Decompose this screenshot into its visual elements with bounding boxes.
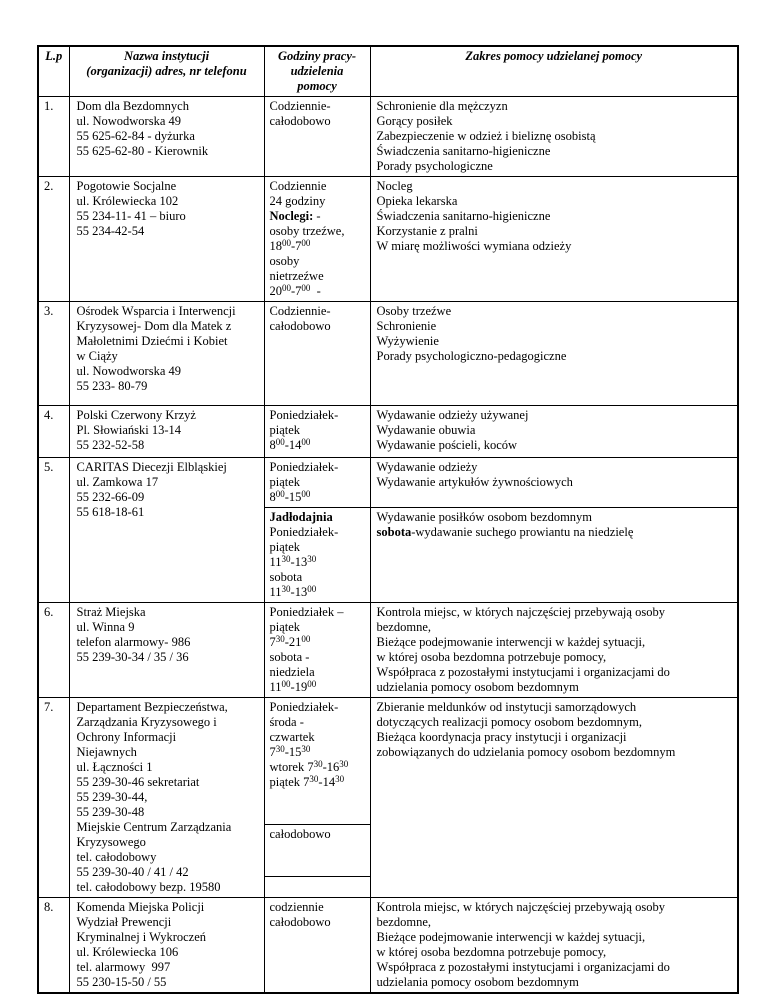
text-line: ul. Zamkowa 17 (76, 475, 159, 489)
text-line: Nocleg (376, 179, 413, 193)
text-line: L.p (45, 49, 63, 63)
text-line: Godziny pracy- (277, 49, 357, 63)
text-line: 55 618-18-61 (76, 505, 145, 519)
text-line: Nazwa instytucji (123, 49, 210, 63)
text-line: Bieżące podejmowanie interwencji w każdej sytuacji, (376, 930, 646, 944)
text-line: 2. (44, 179, 54, 193)
table-row (38, 302, 738, 406)
text-line: Wydawanie obuwia (376, 423, 476, 437)
text-line: ul. Nowodworska 49 (76, 114, 182, 128)
text-line: 55 239-30-44, (76, 790, 148, 804)
text-line: niedziela (269, 665, 315, 679)
hours-cell (264, 458, 370, 508)
table-row (38, 177, 738, 302)
scope-cell (370, 97, 738, 177)
text-line: w której osoba bezdomna potrzebuje pomocy, (376, 945, 607, 959)
hours-cell (264, 898, 370, 994)
scope-cell (370, 898, 738, 994)
text-line: całodobowo (269, 114, 331, 128)
text-line: 1. (44, 99, 54, 113)
text-line: Polski Czerwony Krzyż (76, 408, 196, 422)
text-line: całodobowo (269, 915, 331, 929)
text-line: Komenda Miejska Policji (76, 900, 205, 914)
text-line: $7^{30}-15^{30}$ (269, 744, 311, 759)
text-line: Wydawanie posiłków osobom bezdomnym (376, 510, 593, 524)
text-line: Codziennie- (269, 99, 331, 113)
table-row (38, 97, 738, 177)
text-line: 8. (44, 900, 54, 914)
institution-name-cell (69, 603, 264, 698)
text-line: 3. (44, 304, 54, 318)
institution-name-cell (69, 698, 264, 898)
text-line: Schronienie dla mężczyzn (376, 99, 508, 113)
text-line: Porady psychologiczno-pedagogiczne (376, 349, 567, 363)
text-line: Departament Bezpieczeństwa, (76, 700, 228, 714)
text-line: 55 232-52-58 (76, 438, 145, 452)
text-line: osoby (269, 254, 300, 268)
text-line: Poniedziałek- (269, 408, 339, 422)
hours-cell (264, 508, 370, 603)
text-line: Wydawanie odzieży (376, 460, 478, 474)
text-line: ul. Nowodworska 49 (76, 364, 182, 378)
text-line: czwartek (269, 730, 315, 744)
text-line: Pogotowie Socjalne (76, 179, 177, 193)
text-line: Kontrola miejsc, w których najczęściej przebywają osoby (376, 900, 665, 914)
column-header-hours (264, 46, 370, 97)
text-line: nietrzeźwe (269, 269, 324, 283)
text-line: Ośrodek Wsparcia i Interwencji (76, 304, 236, 318)
text-line: $11^{30}-13^{00}$ (269, 584, 317, 599)
text-line: piątek (269, 423, 301, 437)
text-line: $7^{30}-21^{00}$ (269, 634, 311, 649)
text-line: Zakres pomocy udzielanej pomocy (465, 49, 643, 63)
text-line: tel. alarmowy 997 (76, 960, 171, 974)
hours-cell (264, 698, 370, 825)
text-line: 55 239-30-40 / 41 / 42 (76, 865, 189, 879)
text-line: Kontrola miejsc, w których najczęściej przebywają osoby (376, 605, 665, 619)
column-header-scope (370, 46, 738, 97)
text-line: 55 234-11- 41 – biuro (76, 209, 186, 223)
text-line: Codziennie (269, 179, 327, 193)
text-line: tel. całodobowy bezp. 19580 (76, 880, 221, 894)
text-line: piątek (269, 540, 301, 554)
text-line: zobowiązanych do udzielania pomocy osobom bezdomnym (376, 745, 676, 759)
institutions-help-table (37, 45, 739, 994)
text-line: Porady psychologiczne (376, 159, 493, 173)
text-line: CARITAS Diecezji Elbląskiej (76, 460, 227, 474)
institution-number-cell (38, 698, 69, 898)
text-line: pomocy (297, 79, 337, 93)
text-line: Wydawanie pościeli, koców (376, 438, 518, 452)
text-line: W miarę możliwości wymiana odzieży (376, 239, 572, 253)
text-line: 55 230-15-50 / 55 (76, 975, 167, 989)
table-header-row (38, 46, 738, 97)
text-line: Kryzysowego (76, 835, 146, 849)
text-line: 55 239-30-48 (76, 805, 145, 819)
text-line: Zarządzania Kryzysowego i (76, 715, 217, 729)
institution-name-cell (69, 458, 264, 603)
text-line: 55 625-62-80 - Kierownik (76, 144, 209, 158)
scope-cell (370, 458, 738, 508)
text-line: sobota - (269, 650, 310, 664)
text-line: Poniedziałek- (269, 525, 339, 539)
text-line: piątek $7^{30}-14^{30}$ (269, 774, 345, 789)
table-row (38, 898, 738, 994)
text-line: Wydział Prewencji (76, 915, 172, 929)
scope-cell (370, 508, 738, 603)
text-line: Jadłodajnia (269, 510, 333, 524)
text-line: 5. (44, 460, 54, 474)
text-line: Wydawanie odzieży używanej (376, 408, 529, 422)
hours-subcell (265, 825, 370, 877)
text-line: 4. (44, 408, 54, 422)
text-line: $18^{00}-7^{00}$ (269, 238, 311, 253)
text-line: Straż Miejska (76, 605, 146, 619)
text-line: Małoletnimi Dziećmi i Kobiet (76, 334, 228, 348)
text-line: Schronienie (376, 319, 437, 333)
text-line: (organizacji) adres, nr telefonu (86, 64, 247, 78)
scope-cell (370, 603, 738, 698)
text-line: bezdomne, (376, 620, 431, 634)
text-line: Współpraca z pozostałymi instytucjami i organizacjami do (376, 665, 670, 679)
hours-cell (264, 406, 370, 458)
text-line: Ochrony Informacji (76, 730, 177, 744)
scope-cell (370, 177, 738, 302)
text-line: Opieka lekarska (376, 194, 458, 208)
text-line: Bieżąca koordynacja pracy instytucji i organizacji (376, 730, 627, 744)
text-line: ul. Winna 9 (76, 620, 135, 634)
text-line: udzielania pomocy osobom bezdomnym (376, 975, 579, 989)
scope-cell (370, 406, 738, 458)
scope-cell (370, 698, 738, 898)
text-line: codziennie (269, 900, 324, 914)
scope-cell (370, 302, 738, 406)
text-line: piątek (269, 475, 301, 489)
text-line: Wydawanie artykułów żywnościowych (376, 475, 573, 489)
institution-name-cell (69, 97, 264, 177)
text-line: Zabezpieczenie w odzież i bieliznę osobistą (376, 129, 596, 143)
institution-name-cell (69, 177, 264, 302)
text-line: Współpraca z pozostałymi instytucjami i organizacjami do (376, 960, 670, 974)
institution-number-cell (38, 458, 69, 603)
text-line: całodobowo (269, 827, 331, 841)
text-line: Poniedziałek – (269, 605, 344, 619)
text-line: Codziennie- (269, 304, 331, 318)
text-line: 55 625-62-84 - dyżurka (76, 129, 195, 143)
text-line: Noclegi: - (269, 209, 321, 223)
text-line: w której osoba bezdomna potrzebuje pomocy, (376, 650, 607, 664)
text-line: Gorący posiłek (376, 114, 453, 128)
institution-name-cell (69, 302, 264, 406)
text-line: udzielenia (290, 64, 344, 78)
text-line: Bieżące podejmowanie interwencji w każdej sytuacji, (376, 635, 646, 649)
text-line: Wyżywienie (376, 334, 439, 348)
table-row (38, 698, 738, 825)
text-line: 55 233- 80-79 (76, 379, 148, 393)
text-line: 55 239-30-46 sekretariat (76, 775, 200, 789)
text-line: Zbieranie meldunków od instytucji samorządowych (376, 700, 637, 714)
text-line: w Ciąży (76, 349, 118, 363)
text-line: dotyczących realizacji pomocy osobom bezdomnym, (376, 715, 643, 729)
column-header-name (69, 46, 264, 97)
hours-cell (264, 825, 370, 898)
text-line: Poniedziałek- (269, 700, 339, 714)
text-line: Kryminalnej i Wykroczeń (76, 930, 207, 944)
text-line: tel. całodobowy (76, 850, 157, 864)
table-header (38, 46, 738, 97)
text-line: środa - (269, 715, 304, 729)
table-row (38, 406, 738, 458)
text-line: $11^{30}-13^{30}$ (269, 554, 317, 569)
text-line: bezdomne, (376, 915, 431, 929)
institution-name-cell (69, 406, 264, 458)
institution-number-cell (38, 97, 69, 177)
table-row (38, 603, 738, 698)
column-header-lp (38, 46, 69, 97)
text-line: udzielania pomocy osobom bezdomnym (376, 680, 579, 694)
text-line: Poniedziałek- (269, 460, 339, 474)
text-line: Kryzysowej- Dom dla Matek z (76, 319, 232, 333)
text-line: Osoby trzeźwe (376, 304, 452, 318)
text-line: 55 234-42-54 (76, 224, 145, 238)
text-line: sobota-wydawanie suchego prowiantu na niedzielę (376, 525, 634, 539)
institution-number-cell (38, 177, 69, 302)
text-line: 55 232-66-09 (76, 490, 145, 504)
text-line: Świadczenia sanitarno-higieniczne (376, 144, 551, 158)
text-line: piątek (269, 620, 301, 634)
text-line: wtorek $7^{30}-16^{30}$ (269, 759, 349, 774)
text-line: ul. Królewiecka 102 (76, 194, 179, 208)
text-line: 24 godziny (269, 194, 326, 208)
text-line: ul. Łączności 1 (76, 760, 153, 774)
text-line: 6. (44, 605, 54, 619)
text-line: Dom dla Bezdomnych (76, 99, 189, 113)
institution-number-cell (38, 406, 69, 458)
table-row (38, 458, 738, 508)
hours-cell (264, 97, 370, 177)
text-line: Korzystanie z pralni (376, 224, 478, 238)
text-line: sobota (269, 570, 303, 584)
text-line: $8^{00}-15^{00}$ (269, 489, 311, 504)
text-line: ul. Królewiecka 106 (76, 945, 179, 959)
text-line: 7. (44, 700, 54, 714)
hours-cell (264, 177, 370, 302)
text-line: całodobowo (269, 319, 331, 333)
institution-number-cell (38, 898, 69, 994)
text-line: Pl. Słowiański 13-14 (76, 423, 182, 437)
text-line: osoby trzeźwe, (269, 224, 345, 238)
text-line: Świadczenia sanitarno-higieniczne (376, 209, 551, 223)
text-line: telefon alarmowy- 986 (76, 635, 191, 649)
table-body (38, 97, 738, 994)
institution-number-cell (38, 603, 69, 698)
text-line: $20^{00}-7^{00}$ - (269, 283, 321, 298)
institution-name-cell (69, 898, 264, 994)
institution-number-cell (38, 302, 69, 406)
text-line: Niejawnych (76, 745, 137, 759)
hours-cell (264, 603, 370, 698)
text-line: $8^{00}-14^{00}$ (269, 437, 311, 452)
text-line: 55 239-30-34 / 35 / 36 (76, 650, 189, 664)
hours-cell (264, 302, 370, 406)
text-line: Miejskie Centrum Zarządzania (76, 820, 232, 834)
text-line: $11^{00}-19^{00}$ (269, 679, 317, 694)
